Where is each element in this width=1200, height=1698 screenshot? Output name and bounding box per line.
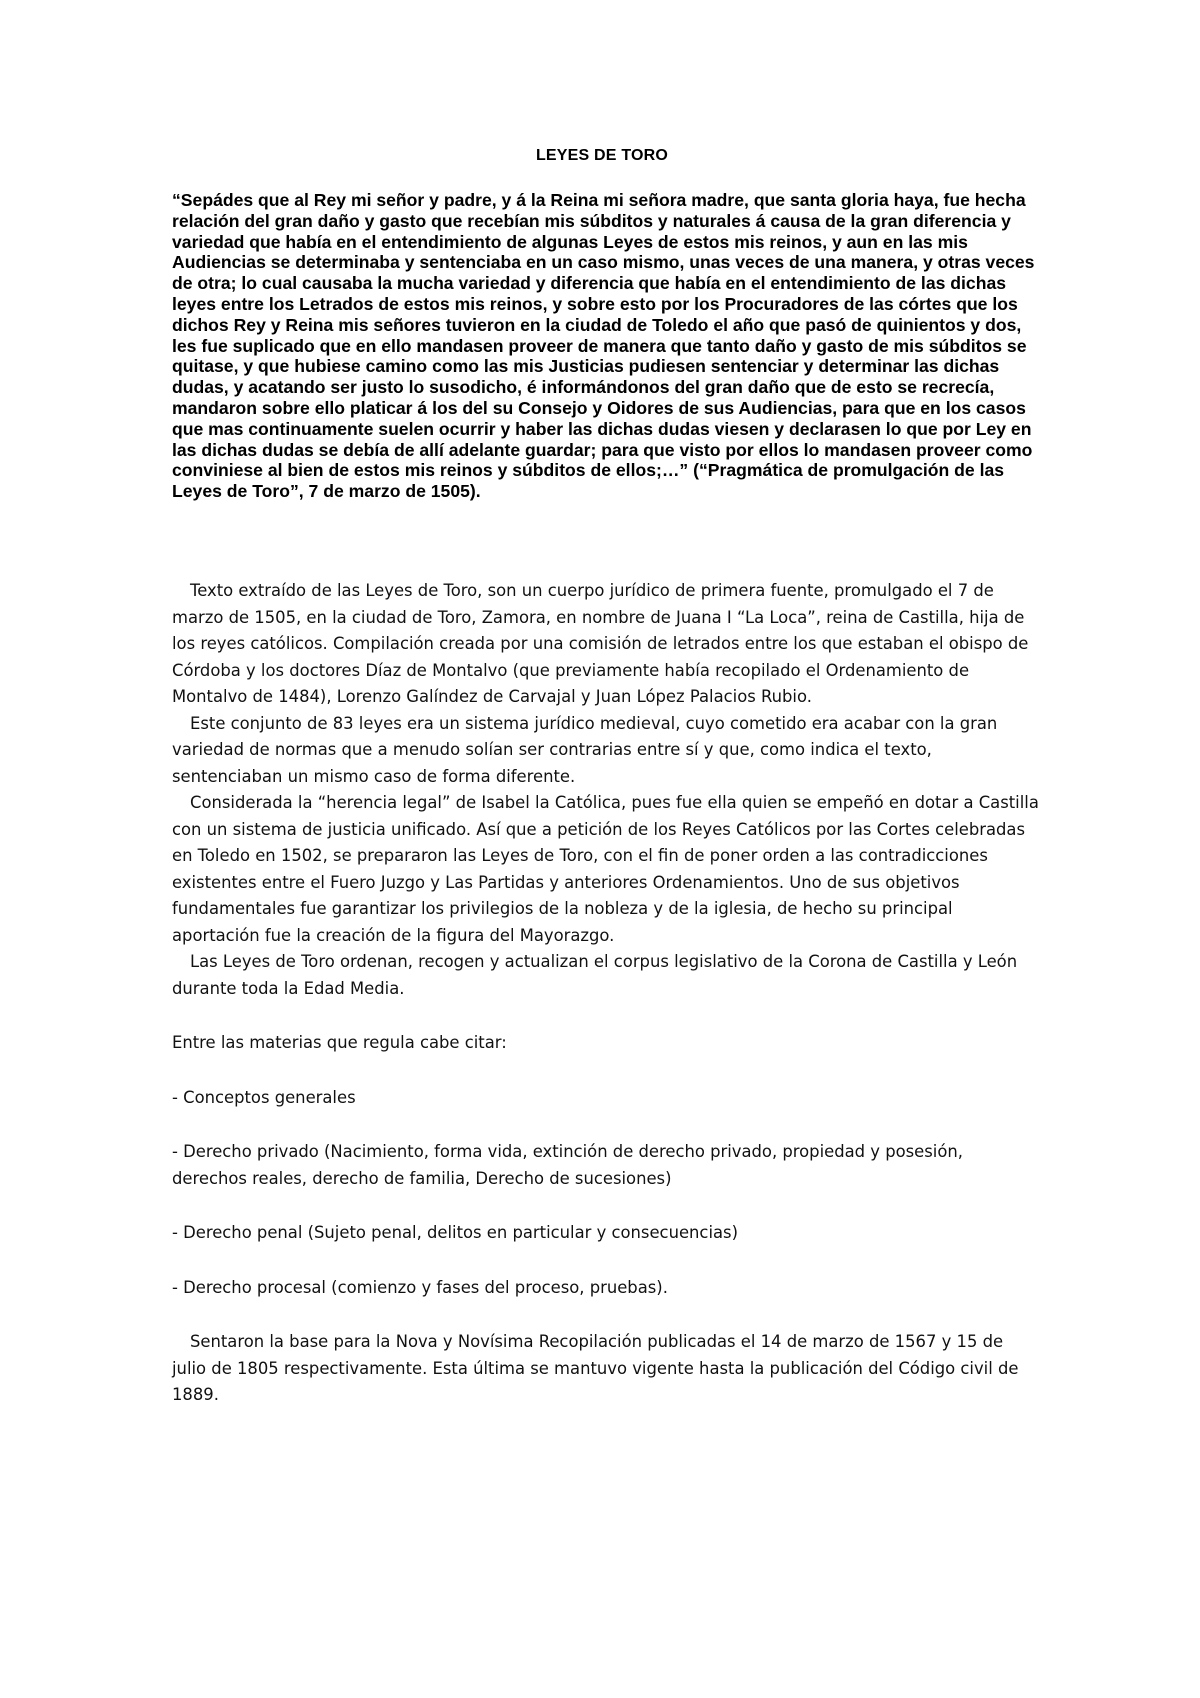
closing-paragraph: Sentaron la base para la Nova y Novísima Recopilación publicadas el 14 de marzo de 1567 y 15 de julio de 1805 respectivamente. Esta última se mantuvo vigente hasta la publicación del Código civil de 1889. (172, 1332, 1019, 1404)
list-item: - Derecho penal (Sujeto penal, delitos en particular y consecuencias) (172, 1223, 738, 1242)
list-intro: Entre las materias que regula cabe citar: (172, 1033, 507, 1052)
spacer (172, 1301, 1042, 1329)
list-item: - Conceptos generales (172, 1087, 356, 1107)
list-item: - Derecho procesal (comienzo y fases del proceso, pruebas). (172, 1277, 668, 1297)
paragraph-herencia: Considerada la “herencia legal” de Isabel la Católica, pues fue ella quien se empeñó en dotar a Castilla con un sistema de justicia unificado. Así que a petición de los Reyes Católicos por las Cortes celebradas en Toledo en 1502, se prepararon las Leyes de Toro, con el fin de poner orden a las contradicciones existentes entre el Fuero Juzgo y Las Partidas y anteriores Ordenamientos. Uno de sus objetivos fundamentales fue garantizar los privilegios de la nobleza y de la iglesia, de hecho su principal aportación fue la creación de la figura del Mayorazgo. (172, 793, 1039, 945)
document-body (172, 578, 1042, 1409)
spacer (172, 1002, 1042, 1030)
pragmatica-quote (172, 190, 1042, 502)
spacer (172, 1111, 1042, 1139)
paragraph-corpus: Las Leyes de Toro ordenan, recogen y actualizan el corpus legislativo de la Corona de Castilla y León durante toda la Edad Media. (172, 952, 1018, 998)
quote-text: “Sepádes que al Rey mi señor y padre, y á la Reina mi señora madre, que santa gloria haya, fue hecha relación del gran daño y gasto que recebían mis súbditos y naturales á causa de la gran diferencia y variedad que había en el entendimiento de algunas Leyes de estos mis reinos, y aun en las mis Audiencias se determinaba y sentenciaba en un caso mismo, unas veces de una manera, y otras veces de otra; lo cual causaba la mucha variedad y diferencia que había en el entendimiento de las dichas leyes entre los Letrados de estos mis reinos, y sobre esto por los Procuradores de las córtes que los dichos Rey y Reina mis señores tuvieron en la ciudad de Toledo el año que pasó de quinientos y dos, les fue suplicado que en ello mandasen proveer de manera que tanto daño y gasto de mis súbditos se quitase, y que hubiese camino como las mis Justicias pudiesen sentenciar y determinar las dichas dudas, y acatando ser justo lo susodicho, é informándonos del gran daño que de esto se recrecía, mandaron sobre ello platicar á los del su Consejo y Oidores de sus Audiencias, para que en los casos que mas continuamente suelen ocurrir y haber las dichas dudas viesen y declarasen lo que por Ley en las dichas dudas se debía de allí adelante guardar; para que visto por ellos lo mandasen proveer como conviniese al bien de estos mis reinos y súbditos de ellos;…” (“Pragmática de promulgación de las Leyes de Toro”, 7 de marzo de 1505). (172, 190, 1035, 502)
spacer (172, 1057, 1042, 1085)
paragraph-conjunto: Este conjunto de 83 leyes era un sistema jurídico medieval, cuyo cometido era acabar con la gran variedad de normas que a menudo solían ser contrarias entre sí y que, como indica el texto, sentenciaban un mismo caso de forma diferente. (172, 713, 998, 786)
spacer (172, 1247, 1042, 1275)
document-title: LEYES DE TORO (535, 147, 669, 164)
spacer (172, 1192, 1042, 1220)
list-item: - Derecho privado (Nacimiento, forma vida, extinción de derecho privado, propiedad y posesión, derechos reales, derecho de familia, Derecho de sucesiones) (172, 1142, 963, 1188)
paragraph-intro: Texto extraído de las Leyes de Toro, son un cuerpo jurídico de primera fuente, promulgado el 7 de marzo de 1505, en la ciudad de Toro, Zamora, en nombre de Juana I “La Loca”, reina de Castilla, hija de los reyes católicos. Compilación creada por una comisión de letrados entre los que estaban el obispo de Córdoba y los doctores Díaz de Montalvo (que previamente había recopilado el Ordenamiento de Montalvo de 1484), Lorenzo Galíndez de Carvajal y Juan López Palacios Rubio. (172, 581, 1029, 706)
